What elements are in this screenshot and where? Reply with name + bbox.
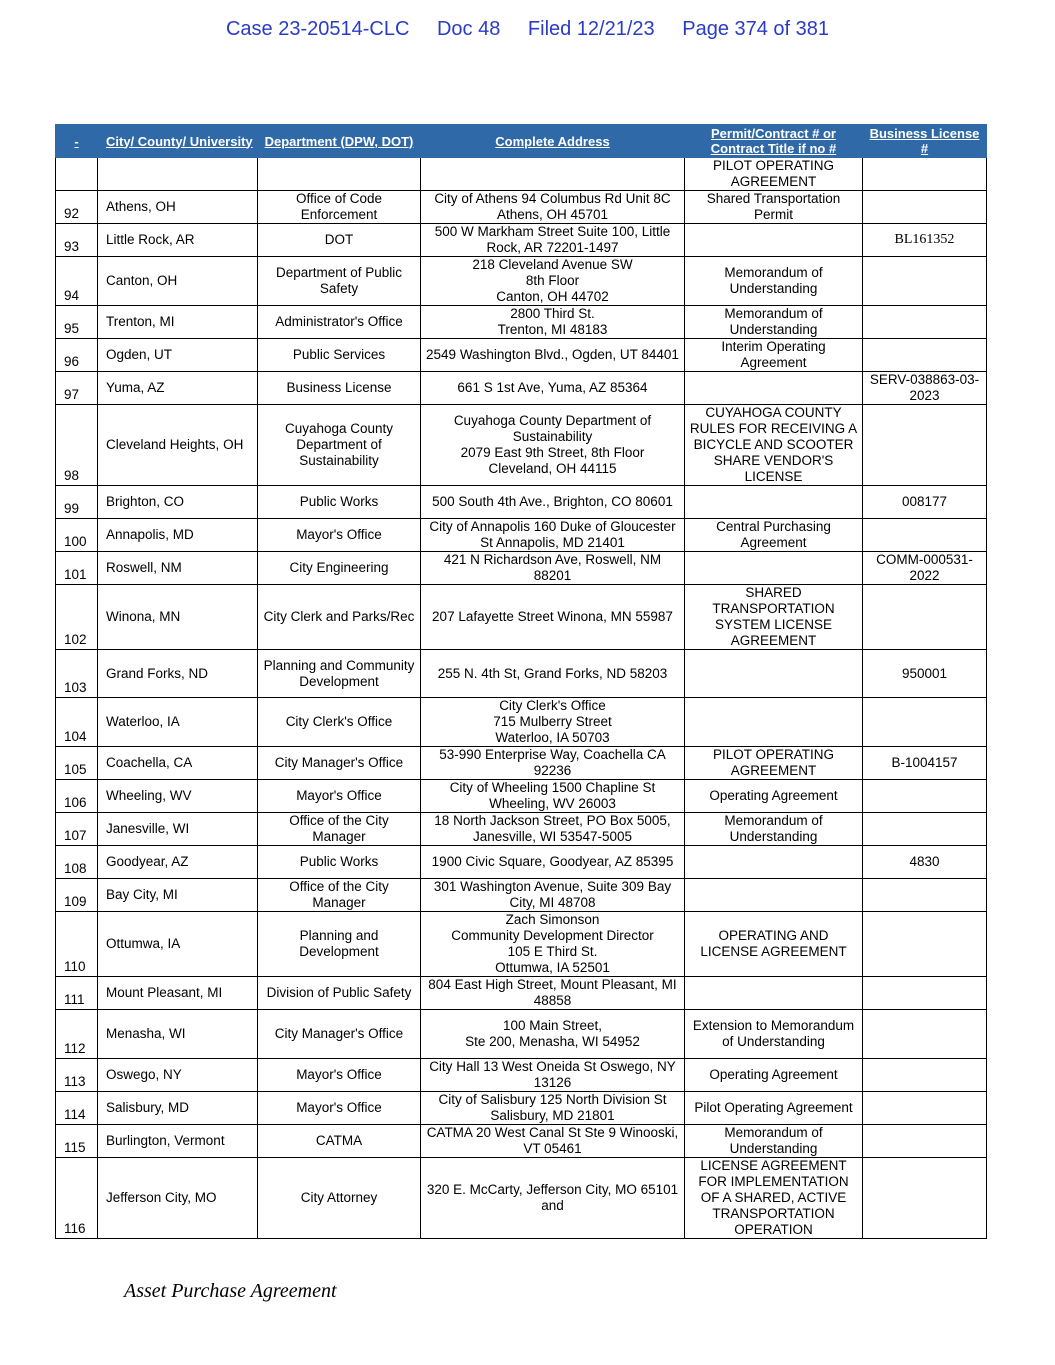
contracts-table bbox=[55, 124, 987, 1239]
cell-address: CATMA 20 West Canal St Ste 9 Winooski, VT 05461 bbox=[421, 1125, 685, 1158]
cell-permit: PILOT OPERATING AGREEMENT bbox=[685, 747, 863, 780]
header-license: Business License # bbox=[863, 125, 987, 158]
cell-address: City Clerk's Office 715 Mulberry Street Waterloo, IA 50703 bbox=[421, 698, 685, 747]
cell-permit: Extension to Memorandum of Understanding bbox=[685, 1010, 863, 1059]
table-row bbox=[56, 977, 987, 1010]
cell-city: Canton, OH bbox=[98, 257, 258, 306]
cell-city: Waterloo, IA bbox=[98, 698, 258, 747]
table-row bbox=[56, 1092, 987, 1125]
cell-city: Annapolis, MD bbox=[98, 519, 258, 552]
table-row bbox=[56, 519, 987, 552]
cell-num: 100 bbox=[56, 519, 98, 552]
cell-city: Wheeling, WV bbox=[98, 780, 258, 813]
cell-department: City Manager's Office bbox=[258, 1010, 421, 1059]
cell-department: Cuyahoga County Department of Sustainability bbox=[258, 405, 421, 486]
cell-department bbox=[258, 158, 421, 191]
cell-license: BL161352 bbox=[863, 224, 987, 257]
cell-num: 104 bbox=[56, 698, 98, 747]
cell-city: Ogden, UT bbox=[98, 339, 258, 372]
cell-address: 218 Cleveland Avenue SW 8th Floor Canton, OH 44702 bbox=[421, 257, 685, 306]
cell-city: Trenton, MI bbox=[98, 306, 258, 339]
cell-num: 93 bbox=[56, 224, 98, 257]
cell-city: Ottumwa, IA bbox=[98, 912, 258, 977]
table-row-continuation bbox=[56, 158, 987, 191]
cell-address: 18 North Jackson Street, PO Box 5005, Janesville, WI 53547-5005 bbox=[421, 813, 685, 846]
cell-address: 53-990 Enterprise Way, Coachella CA 92236 bbox=[421, 747, 685, 780]
cell-department: Office of the City Manager bbox=[258, 879, 421, 912]
cell-city: Menasha, WI bbox=[98, 1010, 258, 1059]
cell-license: COMM-000531-2022 bbox=[863, 552, 987, 585]
cell-num: 97 bbox=[56, 372, 98, 405]
cell-city: Grand Forks, ND bbox=[98, 650, 258, 698]
cell-city: Mount Pleasant, MI bbox=[98, 977, 258, 1010]
cell-department: Office of Code Enforcement bbox=[258, 191, 421, 224]
cell-permit bbox=[685, 846, 863, 879]
cell-num: 105 bbox=[56, 747, 98, 780]
cell-department: DOT bbox=[258, 224, 421, 257]
cell-num: 92 bbox=[56, 191, 98, 224]
cell-license: SERV-038863-03-2023 bbox=[863, 372, 987, 405]
cell-license bbox=[863, 1158, 987, 1239]
table-row bbox=[56, 585, 987, 650]
table-body bbox=[56, 158, 987, 1239]
cell-city: Roswell, NM bbox=[98, 552, 258, 585]
cell-license bbox=[863, 813, 987, 846]
cell-department: Public Works bbox=[258, 846, 421, 879]
cell-license bbox=[863, 1092, 987, 1125]
cell-city bbox=[98, 158, 258, 191]
cell-address: 301 Washington Avenue, Suite 309 Bay City, MI 48708 bbox=[421, 879, 685, 912]
cell-department: Mayor's Office bbox=[258, 1092, 421, 1125]
table-row bbox=[56, 879, 987, 912]
cell-license bbox=[863, 780, 987, 813]
cell-address: 1900 Civic Square, Goodyear, AZ 85395 bbox=[421, 846, 685, 879]
table-row bbox=[56, 257, 987, 306]
cell-num: 108 bbox=[56, 846, 98, 879]
cell-address: 320 E. McCarty, Jefferson City, MO 65101 and bbox=[421, 1158, 685, 1239]
cell-num: 112 bbox=[56, 1010, 98, 1059]
cell-city: Goodyear, AZ bbox=[98, 846, 258, 879]
cell-city: Coachella, CA bbox=[98, 747, 258, 780]
cell-license bbox=[863, 257, 987, 306]
cell-num: 102 bbox=[56, 585, 98, 650]
cell-address: 421 N Richardson Ave, Roswell, NM 88201 bbox=[421, 552, 685, 585]
cell-city: Brighton, CO bbox=[98, 486, 258, 519]
cell-address: City of Annapolis 160 Duke of Gloucester St Annapolis, MD 21401 bbox=[421, 519, 685, 552]
table-row bbox=[56, 780, 987, 813]
header-num: - bbox=[56, 125, 98, 158]
cell-num: 109 bbox=[56, 879, 98, 912]
cell-permit: PILOT OPERATING AGREEMENT bbox=[685, 158, 863, 191]
cell-city: Burlington, Vermont bbox=[98, 1125, 258, 1158]
cell-city: Salisbury, MD bbox=[98, 1092, 258, 1125]
cell-department: Public Services bbox=[258, 339, 421, 372]
cell-num: 110 bbox=[56, 912, 98, 977]
cell-permit: Interim Operating Agreement bbox=[685, 339, 863, 372]
case-header bbox=[0, 18, 1055, 41]
cell-permit: Memorandum of Understanding bbox=[685, 813, 863, 846]
cell-permit: Shared Transportation Permit bbox=[685, 191, 863, 224]
cell-department: Department of Public Safety bbox=[258, 257, 421, 306]
cell-num: 96 bbox=[56, 339, 98, 372]
cell-license bbox=[863, 519, 987, 552]
cell-license bbox=[863, 306, 987, 339]
cell-permit: Operating Agreement bbox=[685, 1059, 863, 1092]
cell-city: Winona, MN bbox=[98, 585, 258, 650]
cell-department: City Clerk and Parks/Rec bbox=[258, 585, 421, 650]
cell-permit: Operating Agreement bbox=[685, 780, 863, 813]
cell-license: B-1004157 bbox=[863, 747, 987, 780]
cell-city: Bay City, MI bbox=[98, 879, 258, 912]
cell-permit bbox=[685, 879, 863, 912]
cell-permit: LICENSE AGREEMENT FOR IMPLEMENTATION OF A SHARED, ACTIVE TRANSPORTATION OPERATION bbox=[685, 1158, 863, 1239]
cell-permit bbox=[685, 552, 863, 585]
table-row bbox=[56, 698, 987, 747]
cell-license bbox=[863, 1010, 987, 1059]
cell-department: Public Works bbox=[258, 486, 421, 519]
cell-address: 500 W Markham Street Suite 100, Little Rock, AR 72201-1497 bbox=[421, 224, 685, 257]
table-row bbox=[56, 1158, 987, 1239]
cell-num: 115 bbox=[56, 1125, 98, 1158]
table-row bbox=[56, 339, 987, 372]
table-row bbox=[56, 650, 987, 698]
cell-department: Mayor's Office bbox=[258, 780, 421, 813]
cell-num: 111 bbox=[56, 977, 98, 1010]
cell-address: Zach Simonson Community Development Director 105 E Third St. Ottumwa, IA 52501 bbox=[421, 912, 685, 977]
cell-permit: Pilot Operating Agreement bbox=[685, 1092, 863, 1125]
table-header-row bbox=[56, 125, 987, 158]
cell-department: Administrator's Office bbox=[258, 306, 421, 339]
cell-permit bbox=[685, 486, 863, 519]
cell-permit bbox=[685, 224, 863, 257]
cell-department: City Clerk's Office bbox=[258, 698, 421, 747]
cell-permit: Memorandum of Understanding bbox=[685, 306, 863, 339]
table-row bbox=[56, 1059, 987, 1092]
cell-department: City Manager's Office bbox=[258, 747, 421, 780]
cell-department: Mayor's Office bbox=[258, 1059, 421, 1092]
table-row bbox=[56, 846, 987, 879]
cell-num: 94 bbox=[56, 257, 98, 306]
cell-department: City Engineering bbox=[258, 552, 421, 585]
cell-address: 255 N. 4th St, Grand Forks, ND 58203 bbox=[421, 650, 685, 698]
cell-permit: Memorandum of Understanding bbox=[685, 1125, 863, 1158]
cell-num: 101 bbox=[56, 552, 98, 585]
cell-city: Jefferson City, MO bbox=[98, 1158, 258, 1239]
page-number: Page 374 of 381 bbox=[682, 18, 830, 40]
cell-address: 207 Lafayette Street Winona, MN 55987 bbox=[421, 585, 685, 650]
cell-permit: SHARED TRANSPORTATION SYSTEM LICENSE AGREEMENT bbox=[685, 585, 863, 650]
doc-number: Doc 48 bbox=[436, 18, 501, 40]
cell-department: CATMA bbox=[258, 1125, 421, 1158]
cell-num: 116 bbox=[56, 1158, 98, 1239]
cell-address: 2549 Washington Blvd., Ogden, UT 84401 bbox=[421, 339, 685, 372]
cell-license: 008177 bbox=[863, 486, 987, 519]
cell-department: Planning and Development bbox=[258, 912, 421, 977]
table-row bbox=[56, 747, 987, 780]
cell-num: 103 bbox=[56, 650, 98, 698]
cell-license bbox=[863, 585, 987, 650]
cell-license bbox=[863, 339, 987, 372]
header-address: Complete Address bbox=[421, 125, 685, 158]
cell-address: 661 S 1st Ave, Yuma, AZ 85364 bbox=[421, 372, 685, 405]
footer-title: Asset Purchase Agreement bbox=[124, 1280, 337, 1302]
table-row bbox=[56, 1010, 987, 1059]
table-row bbox=[56, 405, 987, 486]
filed-date: Filed 12/21/23 bbox=[527, 18, 655, 40]
table-row bbox=[56, 372, 987, 405]
cell-num bbox=[56, 158, 98, 191]
cell-license: 4830 bbox=[863, 846, 987, 879]
cell-license bbox=[863, 912, 987, 977]
cell-permit bbox=[685, 698, 863, 747]
table-row bbox=[56, 552, 987, 585]
cell-license bbox=[863, 158, 987, 191]
cell-address: 500 South 4th Ave., Brighton, CO 80601 bbox=[421, 486, 685, 519]
table-row bbox=[56, 813, 987, 846]
cell-permit bbox=[685, 650, 863, 698]
cell-address: 2800 Third St. Trenton, MI 48183 bbox=[421, 306, 685, 339]
case-number: Case 23-20514-CLC bbox=[225, 18, 410, 40]
cell-address bbox=[421, 158, 685, 191]
header-permit: Permit/Contract # or Contract Title if no # bbox=[685, 125, 863, 158]
table-row bbox=[56, 191, 987, 224]
table-row bbox=[56, 306, 987, 339]
cell-city: Oswego, NY bbox=[98, 1059, 258, 1092]
cell-num: 107 bbox=[56, 813, 98, 846]
cell-permit bbox=[685, 372, 863, 405]
cell-num: 95 bbox=[56, 306, 98, 339]
cell-department: Planning and Community Development bbox=[258, 650, 421, 698]
table-row bbox=[56, 912, 987, 977]
cell-address: City of Wheeling 1500 Chapline St Wheeling, WV 26003 bbox=[421, 780, 685, 813]
cell-address: Cuyahoga County Department of Sustainability 2079 East 9th Street, 8th Floor Cleveland, OH 44115 bbox=[421, 405, 685, 486]
cell-license bbox=[863, 191, 987, 224]
cell-address: City of Salisbury 125 North Division St Salisbury, MD 21801 bbox=[421, 1092, 685, 1125]
cell-num: 113 bbox=[56, 1059, 98, 1092]
cell-permit: CUYAHOGA COUNTY RULES FOR RECEIVING A BICYCLE AND SCOOTER SHARE VENDOR'S LICENSE bbox=[685, 405, 863, 486]
cell-address: 804 East High Street, Mount Pleasant, MI 48858 bbox=[421, 977, 685, 1010]
cell-license bbox=[863, 405, 987, 486]
cell-address: 100 Main Street, Ste 200, Menasha, WI 54952 bbox=[421, 1010, 685, 1059]
cell-city: Cleveland Heights, OH bbox=[98, 405, 258, 486]
header-city: City/ County/ University bbox=[98, 125, 258, 158]
cell-city: Yuma, AZ bbox=[98, 372, 258, 405]
cell-address: City Hall 13 West Oneida St Oswego, NY 13126 bbox=[421, 1059, 685, 1092]
cell-num: 99 bbox=[56, 486, 98, 519]
cell-department: Division of Public Safety bbox=[258, 977, 421, 1010]
cell-city: Little Rock, AR bbox=[98, 224, 258, 257]
cell-permit: Memorandum of Understanding bbox=[685, 257, 863, 306]
cell-license: 950001 bbox=[863, 650, 987, 698]
cell-license bbox=[863, 977, 987, 1010]
cell-permit: OPERATING AND LICENSE AGREEMENT bbox=[685, 912, 863, 977]
cell-department: Office of the City Manager bbox=[258, 813, 421, 846]
table-row bbox=[56, 486, 987, 519]
cell-license bbox=[863, 879, 987, 912]
cell-department: City Attorney bbox=[258, 1158, 421, 1239]
cell-address: City of Athens 94 Columbus Rd Unit 8C Athens, OH 45701 bbox=[421, 191, 685, 224]
cell-license bbox=[863, 698, 987, 747]
cell-city: Athens, OH bbox=[98, 191, 258, 224]
cell-num: 106 bbox=[56, 780, 98, 813]
cell-department: Mayor's Office bbox=[258, 519, 421, 552]
cell-num: 114 bbox=[56, 1092, 98, 1125]
cell-license bbox=[863, 1059, 987, 1092]
cell-department: Business License bbox=[258, 372, 421, 405]
cell-city: Janesville, WI bbox=[98, 813, 258, 846]
table-row bbox=[56, 1125, 987, 1158]
table-row bbox=[56, 224, 987, 257]
header-department: Department (DPW, DOT) bbox=[258, 125, 421, 158]
cell-num: 98 bbox=[56, 405, 98, 486]
cell-permit: Central Purchasing Agreement bbox=[685, 519, 863, 552]
cell-permit bbox=[685, 977, 863, 1010]
cell-license bbox=[863, 1125, 987, 1158]
